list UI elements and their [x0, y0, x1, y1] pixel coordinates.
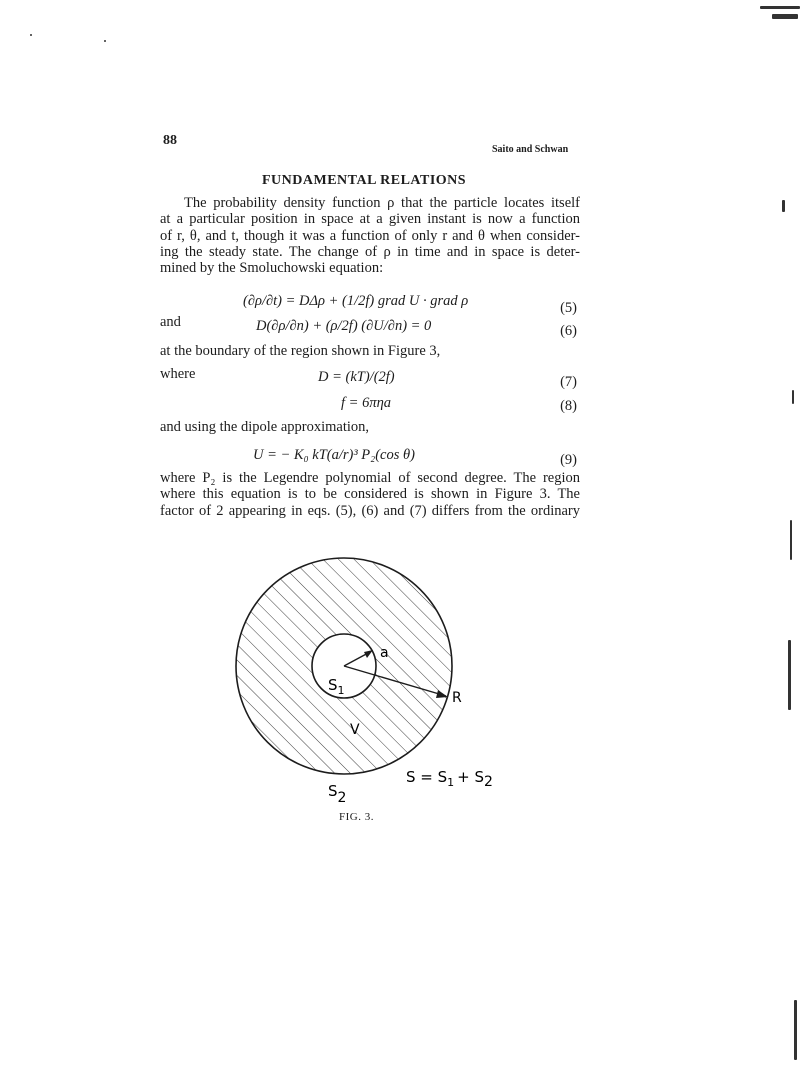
boundary-text: at the boundary of the region shown in Figure 3, — [160, 343, 441, 359]
label-s1: $S_1$ — [328, 676, 345, 697]
equation-8: f = 6πηa — [341, 395, 392, 411]
section-title: FUNDAMENTAL RELATIONS — [262, 173, 467, 188]
label-r: R — [452, 690, 462, 706]
dipole-text: and using the dipole approximation, — [160, 419, 370, 435]
text-line: mined by the Smoluchowski equation: — [160, 260, 384, 277]
text-line: where this equation is to be considered is shown in Figure 3. The — [160, 486, 580, 503]
equation-number-7: (7) — [560, 374, 577, 390]
label-a: a — [380, 645, 389, 661]
label-s-total: $S = S_1 + S2$ — [406, 768, 493, 790]
equation-number-9: (9) — [560, 452, 577, 468]
paragraph-intro — [160, 195, 580, 276]
figure-3-diagram — [210, 540, 530, 810]
label-v: V — [350, 722, 360, 738]
text-line: The probability density function ρ that the particle locates itself — [184, 195, 580, 211]
equation-7: D = (kT)/(2f) — [318, 369, 395, 385]
text-line: ing the steady state. The change of ρ in time and in space is deter- — [160, 243, 580, 260]
equation-number-8: (8) — [560, 398, 577, 414]
equation-9: U = − K₀ kT(a/r)³ P₂(cos θ) — [253, 447, 415, 463]
page-number: 88 — [163, 133, 177, 148]
text-line: factor of 2 appearing in eqs. (5), (6) and (7) differs from the ordinary — [160, 502, 580, 519]
equation-6: D(∂ρ/∂n) + (ρ/2f) (∂U/∂n) = 0 — [256, 318, 432, 334]
running-head: Saito and Schwan — [492, 144, 569, 155]
figure-caption: FIG. 3. — [339, 811, 374, 823]
equation-5: (∂ρ/∂t) = DΔρ + (1/2f) grad U · grad ρ — [243, 293, 469, 309]
label-s2: S2 — [328, 782, 347, 806]
equation-number-5: (5) — [560, 300, 577, 316]
text-line: at a particular position in space at a given instant is now a function — [160, 211, 580, 228]
and-label: and — [160, 314, 181, 330]
text-line: of r, θ, and t, though it was a function of only r and θ when consider- — [160, 227, 580, 244]
equation-number-6: (6) — [560, 323, 577, 339]
paragraph-legendre — [160, 470, 580, 519]
text-line: where P₂ is the Legendre polynomial of second degree. The region — [160, 470, 580, 486]
where-label: where — [160, 366, 196, 382]
